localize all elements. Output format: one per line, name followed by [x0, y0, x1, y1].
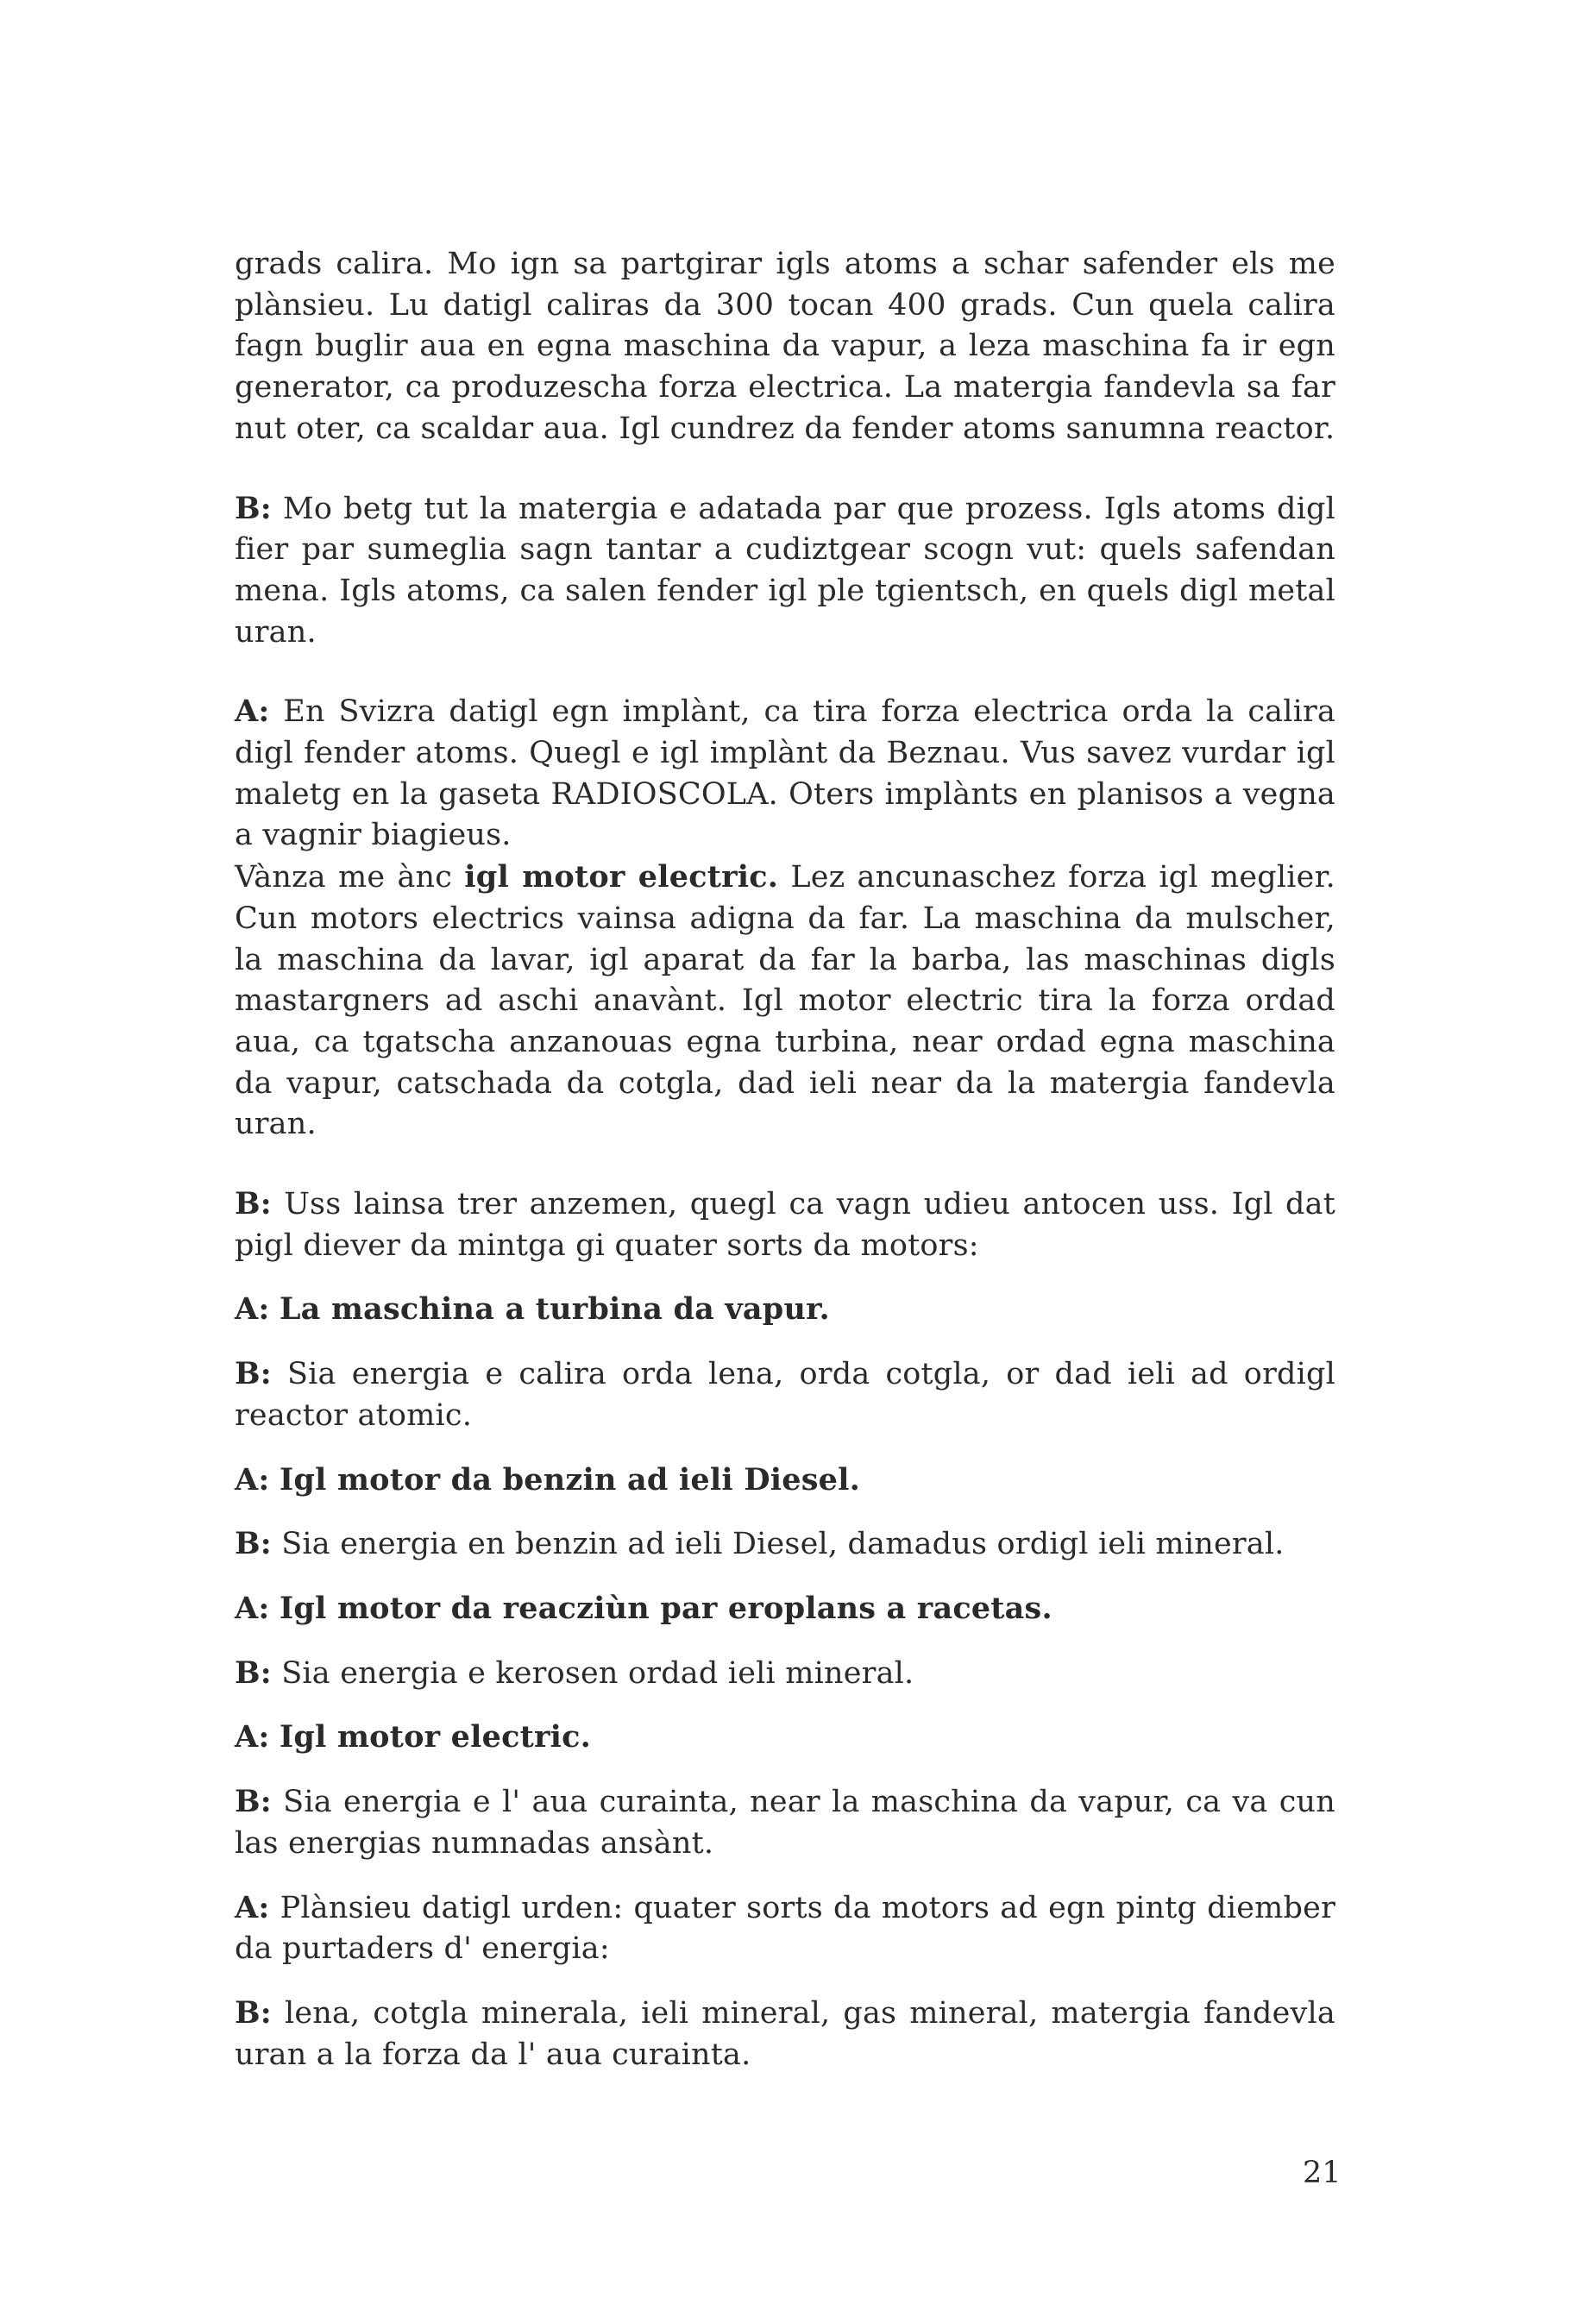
- paragraph-text: lena, cotgla minerala, ieli mineral, gas mineral, matergia fandevla uran a la forza da l' aua curainta.: [235, 1995, 1335, 2072]
- paragraph-text: Sia energia en benzin ad ieli Diesel, damadus ordigl ieli mineral.: [281, 1527, 1285, 1562]
- paragraph-text: Mo betg tut la matergia e adatada par que prozess. Igls atoms digl fier par sumeglia sagn tantar a cudiztgear scogn vut: quels safendan mena. Igls atoms, ca salen fender igl ple tgientsch, en quels digl metal uran.: [235, 491, 1335, 650]
- dialogue-paragraph: [235, 1184, 1335, 1266]
- dialogue-paragraph: [235, 1289, 1335, 1331]
- page-number: 21: [1303, 2156, 1342, 2190]
- speaker-label: B:: [235, 1994, 272, 2031]
- speaker-label: B:: [235, 490, 272, 526]
- motor-type-heading: La maschina a turbina da vapur.: [279, 1291, 830, 1328]
- dialogue-paragraph: [235, 1993, 1335, 2075]
- speaker-label: A:: [235, 1590, 270, 1626]
- speaker-label: A:: [235, 1719, 270, 1755]
- speaker-label: B:: [235, 1784, 272, 1820]
- continuation-bold-term: igl motor electric.: [464, 859, 779, 895]
- speaker-label: B:: [235, 1526, 272, 1562]
- intro-paragraph: [235, 244, 1335, 450]
- speaker-label: B:: [235, 1654, 272, 1691]
- speaker-label: B:: [235, 1356, 272, 1392]
- paragraph-text: Plànsieu datigl urden: quater sorts da motors ad egn pintg diember da purtaders d' energia:: [235, 1890, 1335, 1967]
- dialogue-paragraph: [235, 1781, 1335, 1864]
- paragraph-text: En Svizra datigl egn implànt, ca tira forza electrica orda la calira digl fender atoms. Quegl e igl implànt da Beznau. Vus savez vurdar igl maletg en la gaseta RADIOSCOLA. Oters implànts en planisos a vegna a vagnir biagieus.: [235, 694, 1336, 853]
- dialogue-paragraph: [235, 1523, 1335, 1566]
- continuation-text-start: Vànza me ànc: [235, 860, 465, 895]
- continuation-paragraph: [235, 857, 1335, 1146]
- paragraph-text: Uss lainsa trer anzemen, quegl ca vagn udieu antocen uss. Igl dat pigl diever da mintga gi quater sorts da motors:: [235, 1187, 1335, 1263]
- continuation-text-end: Lez ancunaschez forza igl meglier. Cun motors electrics vainsa adigna da far. La maschina da mulscher, la maschina da lavar, igl aparat da far la barba, las maschinas digls mastargners ad aschi anavànt. Igl motor electric tira la forza ordad aua, ca tgatscha anzanouas egna turbina, near ordad egna maschina da vapur, catschada da cotgla, dad ieli near da la matergia fandevla uran.: [235, 860, 1336, 1142]
- speaker-label: A:: [235, 694, 270, 730]
- dialogue-paragraph: [235, 488, 1335, 654]
- speaker-label: A:: [235, 1291, 270, 1328]
- intro-text: grads calira. Mo ign sa partgirar igls atoms a schar safender els me plànsieu. Lu datigl caliras da 300 tocan 400 grads. Cun quela calira fagn buglir aua en egna maschina da vapur, a leza maschina fa ir egn generator, ca produzescha forza electrica. La matergia fandevla sa far nut oter, ca scaldar aua. Igl cundrez da fender atoms sanumna reactor.: [235, 247, 1335, 446]
- dialogue-paragraph: [235, 1460, 1335, 1502]
- paragraph-text: Sia energia e calira orda lena, orda cotgla, or dad ieli ad ordigl reactor atomic.: [235, 1357, 1335, 1433]
- motor-type-heading: Igl motor da reacziùn par eroplans a racetas.: [279, 1590, 1052, 1626]
- paragraph-text: Sia energia e kerosen ordad ieli mineral.: [281, 1655, 914, 1691]
- speaker-label: A:: [235, 1889, 270, 1925]
- paragraph-text: Sia energia e l' aua curainta, near la maschina da vapur, ca va cun las energias numnadas ansànt.: [235, 1785, 1336, 1861]
- dialogue-paragraph: [235, 691, 1335, 857]
- speaker-label: B:: [235, 1186, 272, 1222]
- motor-type-heading: Igl motor electric.: [279, 1719, 591, 1755]
- speaker-label: A:: [235, 1461, 270, 1497]
- dialogue-paragraph: [235, 1653, 1335, 1695]
- dialogue-paragraph: [235, 1717, 1335, 1759]
- dialogue-paragraph: [235, 1887, 1335, 1970]
- motor-type-heading: Igl motor da benzin ad ieli Diesel.: [279, 1461, 861, 1497]
- dialogue-paragraph: [235, 1588, 1335, 1630]
- page-body: [235, 244, 1335, 2075]
- dialogue-paragraph: [235, 1353, 1335, 1436]
